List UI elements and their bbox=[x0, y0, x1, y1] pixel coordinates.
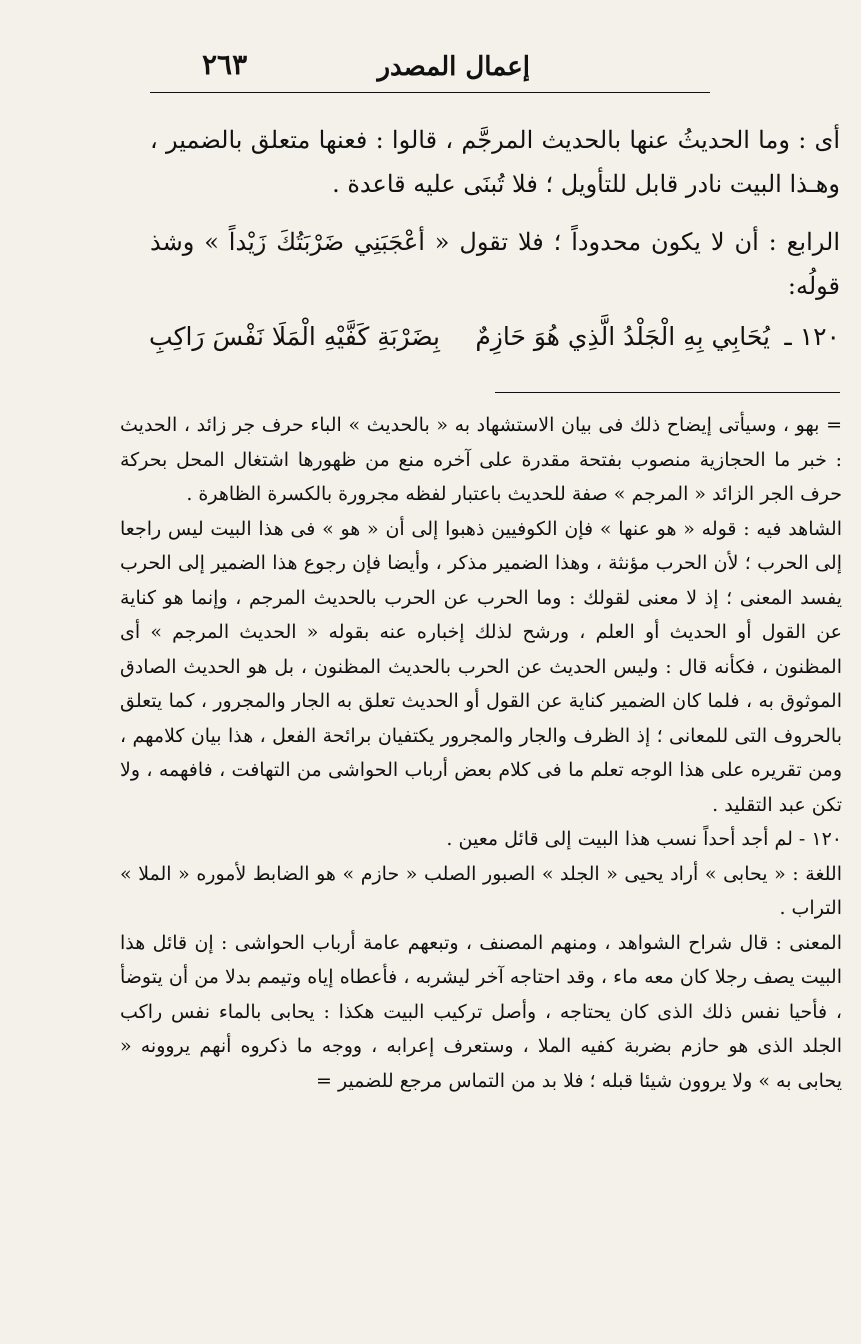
footnote-verse-source: ١٢٠ - لم أجد أحداً نسب هذا البيت إلى قائل معين . bbox=[446, 828, 842, 850]
verse-line bbox=[140, 318, 840, 366]
verse-first-hemistich: يُحَابِي بِهِ الْجَلْدُ الَّذِي هُوَ حَازِمٌ bbox=[475, 322, 770, 351]
verse-second-hemistich: بِضَرْبَةِ كَفَّيْهِ الْمَلَا نَفْسَ رَاكِبِ bbox=[149, 322, 440, 351]
chapter-title: إعمال المصدر bbox=[377, 52, 530, 82]
main-paragraph-rule-four: الرابع : أن لا يكون محدوداً ؛ فلا تقول « أعْجَبَنِي ضَرْبَتُكَ زَيْداً » وشذ قولُه: bbox=[150, 228, 840, 300]
footnote-shahid: الشاهد فيه : قوله « هو عنها » فإن الكوفيين ذهبوا إلى أن « هو » فى هذا البيت ليس راجعا إلى الحرب ؛ لأن الحرب مؤنثة ، وهذا الضمير مذكر ، وأيضا فإن رجوع هذا الضمير إلى الحرب يفسد المعنى ؛ إذ لا معنى لقولك : وما الحرب عن الحرب بالحديث المرجم ، وإنما هو كناية عن القول أو الحديث أو العلم ، ورشح لذلك إخباره عنه بقوله « الحديث المرجم » أى المظنون ، فكأنه قال : وليس الحديث عن الحرب بالحديث المظنون ، بل هو الحديث الصادق الموثوق به ، فلما كان الضمير كناية عن القول أو الحديث تعلق به الجار والمجرور ، كما يتعلق بالحروف التى للمعانى ؛ إذ الظرف والجار والمجرور يكتفيان برائحة الفعل ، هذا بيان كلامهم ، ومن تقريره على هذا الوجه تعلم ما فى كلام بعض أرباب الحواشى من التهافت ، فافهمه ، ولا تكن عبد التقليد . bbox=[120, 517, 842, 816]
footnotes bbox=[120, 408, 842, 1328]
footnote-continuation: = بهو ، وسيأتى إيضاح ذلك فى بيان الاستشهاد به « بالحديث » الباء حرف جر زائد ، الحديث : خبر ما الحجازية منصوب بفتحة مقدرة على آخره منع من ظهورها اشتغال المحل بحركة حرف الجر الزائد « المرجم » صفة للحديث باعتبار لفظه مجرورة بالكسرة الظاهرة . bbox=[120, 414, 842, 505]
main-text bbox=[150, 118, 840, 308]
footnote-meaning: المعنى : قال شراح الشواهد ، ومنهم المصنف ، وتبعهم عامة أرباب الحواشى : إن قائل هذا البيت يصف رجلا كان معه ماء ، وقد احتاجه آخر ليشربه ، فأعطاه إياه وتيمم بدلا من أن يتوضأ ، فأحيا نفس ذلك الذى كان يحتاجه ، وأصل تركيب البيت هكذا : يحابى بالماء نفس راكب الجلد الذى هو حازم بضربة كفيه الملا ، وستعرف إعرابه ، ووجه ما ذكروه أنهم يروونه « يحابى به » ولا يروون شيئا قبله ؛ فلا بد من التماس مرجع للضمير = bbox=[120, 931, 842, 1092]
footnote-divider bbox=[495, 392, 840, 393]
running-header bbox=[150, 44, 710, 93]
page-number: ٢٦٣ bbox=[202, 48, 248, 81]
main-paragraph-commentary: أى : وما الحديثُ عنها بالحديث المرجَّم ، قالوا : فعنها متعلق بالضمير ، وهـذا البيت نادر قابل للتأويل ؛ فلا تُبنَى عليه قاعدة . bbox=[150, 126, 840, 198]
verse-number: ١٢٠ ـ bbox=[784, 322, 840, 351]
footnote-lexicon: اللغة : « يحابى » أراد يحيى « الجلد » الصبور الصلب « حازم » هو الضابط لأموره « الملا » التراب . bbox=[120, 862, 842, 919]
